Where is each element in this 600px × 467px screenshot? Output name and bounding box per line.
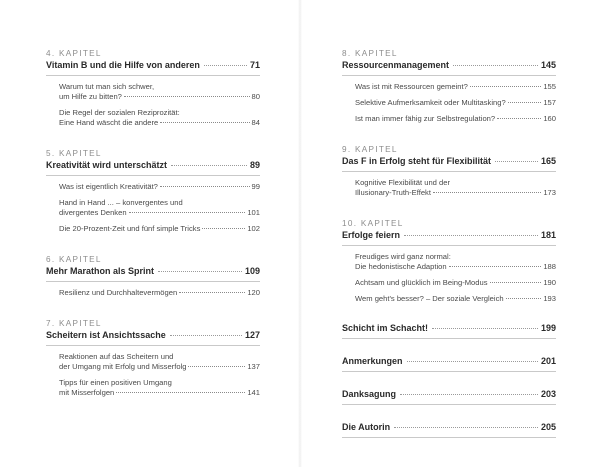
- chapter-section: [46, 147, 260, 234]
- subsection-row: [355, 98, 556, 108]
- chapter-page: 71: [249, 60, 260, 70]
- subsection-line: Die 20-Prozent-Zeit und fünf simple Tricks: [59, 224, 201, 233]
- chapter-section: [342, 143, 556, 198]
- subsection-row: [59, 182, 260, 192]
- subsection-line: Was ist eigentlich Kreativität?: [59, 182, 158, 191]
- subsection-page: 160: [543, 114, 556, 123]
- subsection-line: Wem geht's besser? – Der soziale Vergleich: [355, 294, 504, 303]
- chapter-section: [46, 47, 260, 128]
- back-matter-row: [342, 389, 556, 405]
- back-matter-page: 199: [540, 323, 556, 333]
- chapter-title-row: [46, 60, 260, 76]
- dot-leader: [129, 212, 246, 213]
- subsection-page: 120: [247, 288, 260, 297]
- chapter-title-row: [46, 266, 260, 282]
- subsection-page: 188: [543, 262, 556, 271]
- chapter-number: 10. KAPITEL: [342, 219, 404, 228]
- left-toc-column: [46, 47, 260, 417]
- subsection-line: Was ist mit Ressourcen gemeint?: [355, 82, 468, 91]
- dot-leader: [495, 161, 538, 162]
- subsection-page: 190: [543, 278, 556, 287]
- subsection-entry: [59, 378, 260, 398]
- dot-leader: [432, 328, 538, 329]
- back-matter-row: [342, 422, 556, 438]
- subsection-line: Achtsam und glücklich im Being-Modus: [355, 278, 488, 287]
- dot-leader: [394, 427, 538, 428]
- subsection-row: [355, 82, 556, 92]
- back-matter-entry: [342, 323, 556, 339]
- subsection-row: [59, 388, 260, 398]
- dot-leader: [202, 228, 245, 229]
- chapter-title-row: [46, 160, 260, 176]
- subsection-line: der Umgang mit Erfolg und Misserfolg: [59, 362, 187, 371]
- subsection-row: [59, 208, 260, 218]
- chapter-number: 5. KAPITEL: [46, 149, 102, 158]
- dot-leader: [171, 165, 247, 166]
- chapter-title-row: [342, 156, 556, 172]
- subsection-line: mit Misserfolgen: [59, 388, 115, 397]
- subsection-line: Ist man immer fähig zur Selbstregulation?: [355, 114, 496, 123]
- dot-leader: [179, 292, 245, 293]
- back-matter-page: 205: [540, 422, 556, 432]
- chapter-title-row: [342, 230, 556, 246]
- back-matter-row: [342, 323, 556, 339]
- subsection-page: 141: [247, 388, 260, 397]
- subsection-entry: [59, 288, 260, 298]
- chapter-number: 9. KAPITEL: [342, 145, 398, 154]
- dot-leader: [160, 122, 249, 123]
- dot-leader: [470, 86, 542, 87]
- dot-leader: [453, 65, 538, 66]
- back-matter-page: 201: [540, 356, 556, 366]
- subsection-entry: [355, 114, 556, 124]
- dot-leader: [404, 235, 538, 236]
- subsection-row: [355, 294, 556, 304]
- back-matter-page: 203: [540, 389, 556, 399]
- chapter-title: Mehr Marathon als Sprint: [46, 266, 155, 276]
- subsection-row: [355, 262, 556, 272]
- subsection-line: Illusionary-Truth-Effekt: [355, 188, 431, 197]
- subsection-entry: [59, 82, 260, 102]
- dot-leader: [506, 298, 542, 299]
- subsection-page: 102: [247, 224, 260, 233]
- chapter-page: 109: [244, 266, 260, 276]
- back-matter-entry: [342, 356, 556, 372]
- subsection-row: [355, 188, 556, 198]
- chapter-number: 8. KAPITEL: [342, 49, 398, 58]
- subsection-line: divergentes Denken: [59, 208, 127, 217]
- dot-leader: [116, 392, 245, 393]
- chapter-title: Scheitern ist Ansichtssache: [46, 330, 166, 340]
- chapter-title: Kreativität wird unterschätzt: [46, 160, 168, 170]
- chapter-page: 181: [540, 230, 556, 240]
- subsection-page: 155: [543, 82, 556, 91]
- subsection-page: 193: [543, 294, 556, 303]
- subsection-entry: [355, 252, 556, 272]
- subsection-page: 173: [543, 188, 556, 197]
- dot-leader: [124, 96, 250, 97]
- chapter-title: Ressourcenmanagement: [342, 60, 450, 70]
- subsection-entry: [59, 182, 260, 192]
- chapter-section: [46, 317, 260, 398]
- subsection-entry: [59, 352, 260, 372]
- subsection-page: 80: [251, 92, 260, 101]
- subsection-entry: [59, 108, 260, 128]
- subsection-line: Resilienz und Durchhaltevermögen: [59, 288, 178, 297]
- subsection-row: [355, 278, 556, 288]
- back-matter-title: Anmerkungen: [342, 356, 403, 366]
- back-matter-title: Schicht im Schacht!: [342, 323, 429, 333]
- chapter-page: 127: [244, 330, 260, 340]
- dot-leader: [170, 335, 242, 336]
- subsection-row: [59, 288, 260, 298]
- subsection-entry: [355, 294, 556, 304]
- subsection-page: 157: [543, 98, 556, 107]
- subsection-line: Die Regel der sozialen Reziprozität:: [59, 108, 180, 117]
- subsection-entry: [355, 98, 556, 108]
- dot-leader: [508, 102, 542, 103]
- subsection-page: 137: [247, 362, 260, 371]
- right-toc-column: [342, 47, 556, 455]
- subsection-line: Kognitive Flexibilität und der: [355, 178, 450, 187]
- subsection-row: [355, 114, 556, 124]
- subsection-page: 84: [251, 118, 260, 127]
- back-matter-title: Danksagung: [342, 389, 397, 399]
- subsection-entry: [355, 82, 556, 92]
- chapter-page: 145: [540, 60, 556, 70]
- chapter-section: [342, 217, 556, 304]
- dot-leader: [400, 394, 538, 395]
- back-matter-title: Die Autorin: [342, 422, 391, 432]
- dot-leader: [433, 192, 541, 193]
- right-page: [300, 0, 600, 467]
- subsection-line: Warum tut man sich schwer,: [59, 82, 155, 91]
- chapter-number: 4. KAPITEL: [46, 49, 102, 58]
- back-matter-entry: [342, 422, 556, 438]
- chapter-title: Das F in Erfolg steht für Flexibilität: [342, 156, 492, 166]
- chapter-section: [46, 253, 260, 298]
- chapter-title-row: [46, 330, 260, 346]
- subsection-line: Eine Hand wäscht die andere: [59, 118, 159, 127]
- chapter-title: Erfolge feiern: [342, 230, 401, 240]
- chapter-number: 6. KAPITEL: [46, 255, 102, 264]
- back-matter-entry: [342, 389, 556, 405]
- subsection-page: 101: [247, 208, 260, 217]
- dot-leader: [490, 282, 542, 283]
- subsection-entry: [355, 278, 556, 288]
- subsection-row: [59, 92, 260, 102]
- dot-leader: [497, 118, 541, 119]
- subsection-row: [59, 224, 260, 234]
- dot-leader: [449, 266, 542, 267]
- dot-leader: [158, 271, 242, 272]
- back-matter-row: [342, 356, 556, 372]
- subsection-row: [59, 118, 260, 128]
- subsection-line: Reaktionen auf das Scheitern und: [59, 352, 174, 361]
- chapter-page: 89: [249, 160, 260, 170]
- chapter-section: [342, 47, 556, 124]
- subsection-page: 99: [251, 182, 260, 191]
- chapter-page: 165: [540, 156, 556, 166]
- subsection-line: Tipps für einen positiven Umgang: [59, 378, 172, 387]
- dot-leader: [407, 361, 538, 362]
- subsection-entry: [59, 224, 260, 234]
- dot-leader: [188, 366, 245, 367]
- dot-leader: [204, 65, 247, 66]
- subsection-line: Freudiges wird ganz normal:: [355, 252, 451, 261]
- subsection-line: um Hilfe zu bitten?: [59, 92, 122, 101]
- chapter-number: 7. KAPITEL: [46, 319, 102, 328]
- subsection-line: Selektive Aufmerksamkeit oder Multitasking?: [355, 98, 506, 107]
- subsection-entry: [59, 198, 260, 218]
- subsection-row: [59, 362, 260, 372]
- chapter-title: Vitamin B und die Hilfe von anderen: [46, 60, 200, 70]
- chapter-title-row: [342, 60, 556, 76]
- subsection-entry: [355, 178, 556, 198]
- subsection-line: Hand in Hand ... – konvergentes und: [59, 198, 183, 207]
- dot-leader: [160, 186, 250, 187]
- subsection-line: Die hedonistische Adaption: [355, 262, 447, 271]
